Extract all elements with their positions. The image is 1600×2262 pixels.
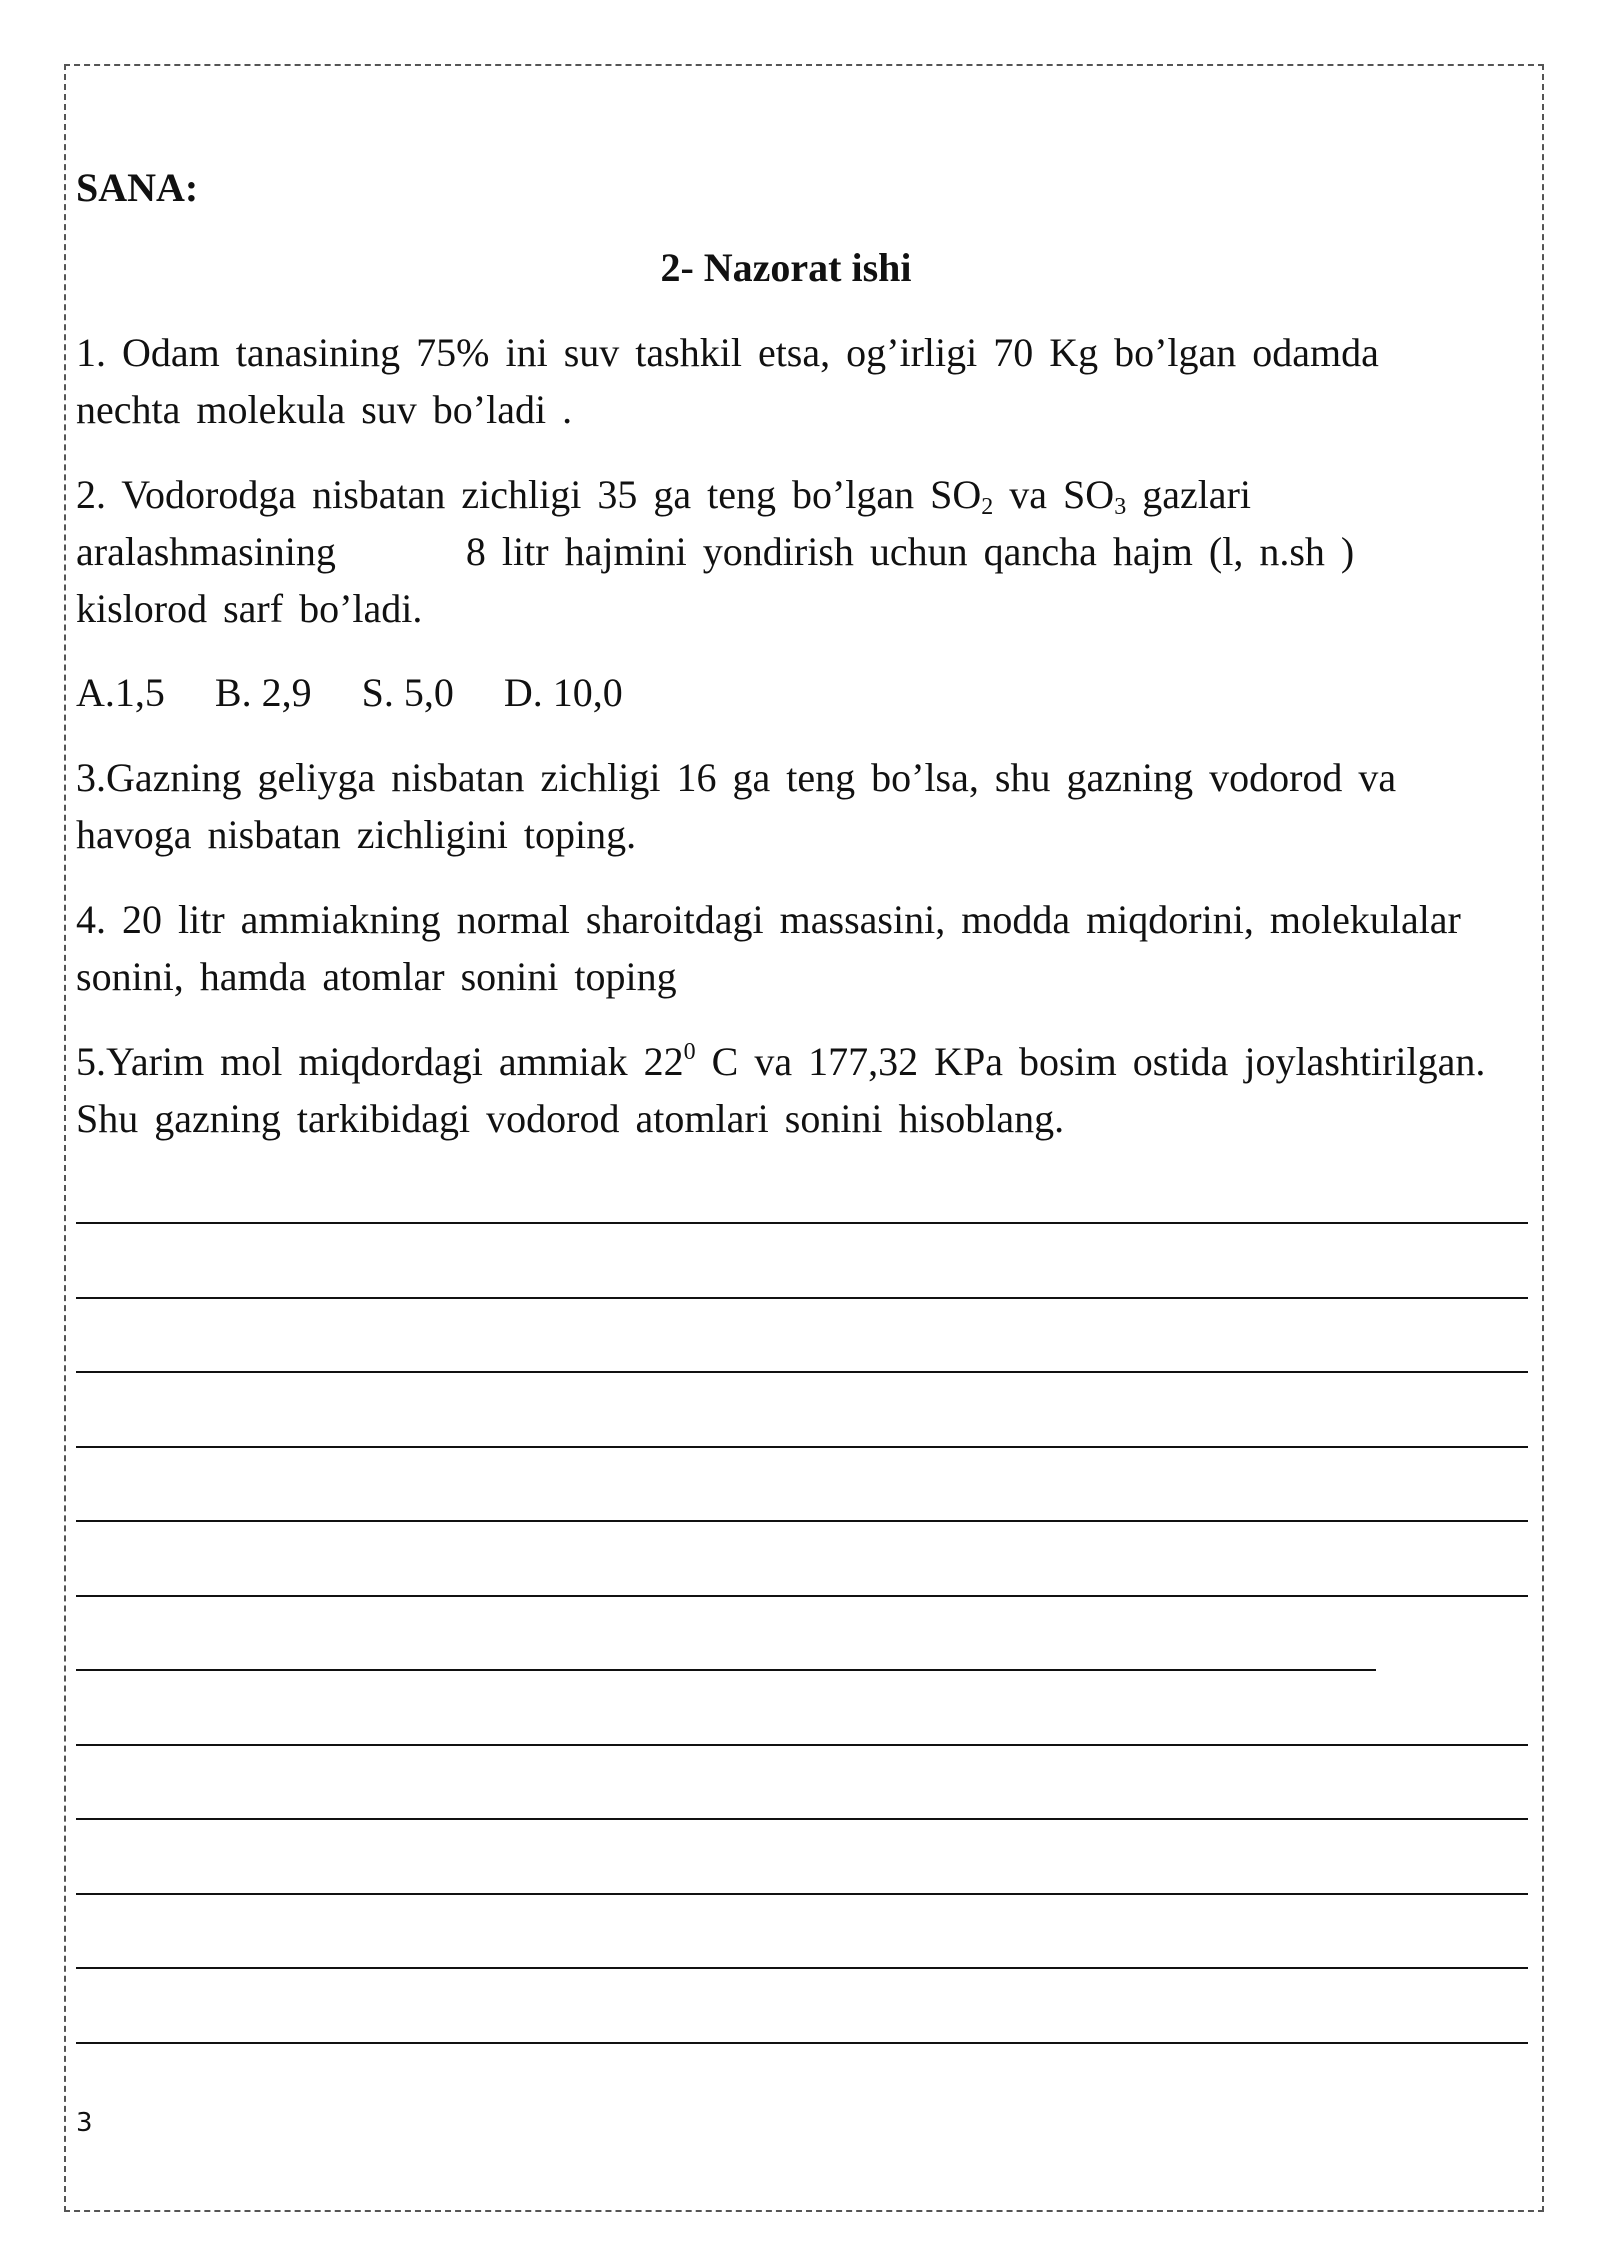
option-s: S. 5,0 — [361, 670, 454, 715]
answer-line[interactable] — [76, 1818, 1528, 1820]
answer-line[interactable] — [76, 1967, 1528, 1969]
question-2 — [76, 466, 1496, 637]
option-d: D. 10,0 — [503, 670, 623, 715]
answer-line[interactable] — [76, 1446, 1528, 1448]
question-5-text-b: C va 177,32 KPa bosim ostida joylashtirilgan. Shu gazning tarkibidagi vodorod atomlari sonini hisoblang. — [76, 1039, 1486, 1141]
answer-line[interactable] — [76, 1595, 1528, 1597]
question-2-subscript-so2: 2 — [981, 494, 994, 520]
question-5 — [76, 1033, 1496, 1147]
answer-line[interactable] — [76, 1520, 1528, 1522]
question-2-text-c: gazlari aralashmasining — [76, 472, 1251, 574]
question-2-subscript-so3: 3 — [1114, 494, 1127, 520]
answer-line[interactable] — [76, 1744, 1528, 1746]
question-2-text-d: 8 litr hajmini yondirish uchun qancha hajm (l, n.sh ) kislorod sarf bo’ladi. — [76, 529, 1355, 631]
answer-line[interactable] — [76, 2042, 1528, 2044]
option-b: B. 2,9 — [214, 670, 312, 715]
page-number: 3 — [76, 2108, 93, 2138]
answer-lines — [76, 1222, 1528, 2116]
question-2-options — [76, 665, 1496, 721]
answer-line[interactable] — [76, 1669, 1376, 1671]
answer-line[interactable] — [76, 1371, 1528, 1373]
question-5-text-a: 5.Yarim mol miqdordagi ammiak 22 — [76, 1039, 684, 1084]
answer-line[interactable] — [76, 1893, 1528, 1895]
question-2-text-a: 2. Vodorodga nisbatan zichligi 35 ga teng bo’lgan SO — [76, 472, 982, 517]
answer-line[interactable] — [76, 1297, 1528, 1299]
question-4: 4. 20 litr ammiakning normal sharoitdagi massasini, modda miqdorini, molekulalar sonini, hamda atomlar sonini toping — [76, 897, 1461, 999]
question-1: 1. Odam tanasining 75% ini suv tashkil etsa, og’irligi 70 Kg bo’lgan odamda nechta molekula suv bo’ladi . — [76, 330, 1379, 432]
document-title: 2- Nazorat ishi — [660, 245, 912, 290]
question-3: 3.Gazning geliyga nisbatan zichligi 16 ga teng bo’lsa, shu gazning vodorod va havoga nisbatan zichligini toping. — [76, 755, 1397, 857]
option-a: A.1,5 — [76, 670, 165, 715]
document-body — [76, 160, 1496, 1175]
question-5-superscript: 0 — [683, 1039, 696, 1065]
date-label: SANA: — [76, 165, 199, 210]
question-2-text-b: va SO — [993, 472, 1115, 517]
answer-line[interactable] — [76, 1222, 1528, 1224]
